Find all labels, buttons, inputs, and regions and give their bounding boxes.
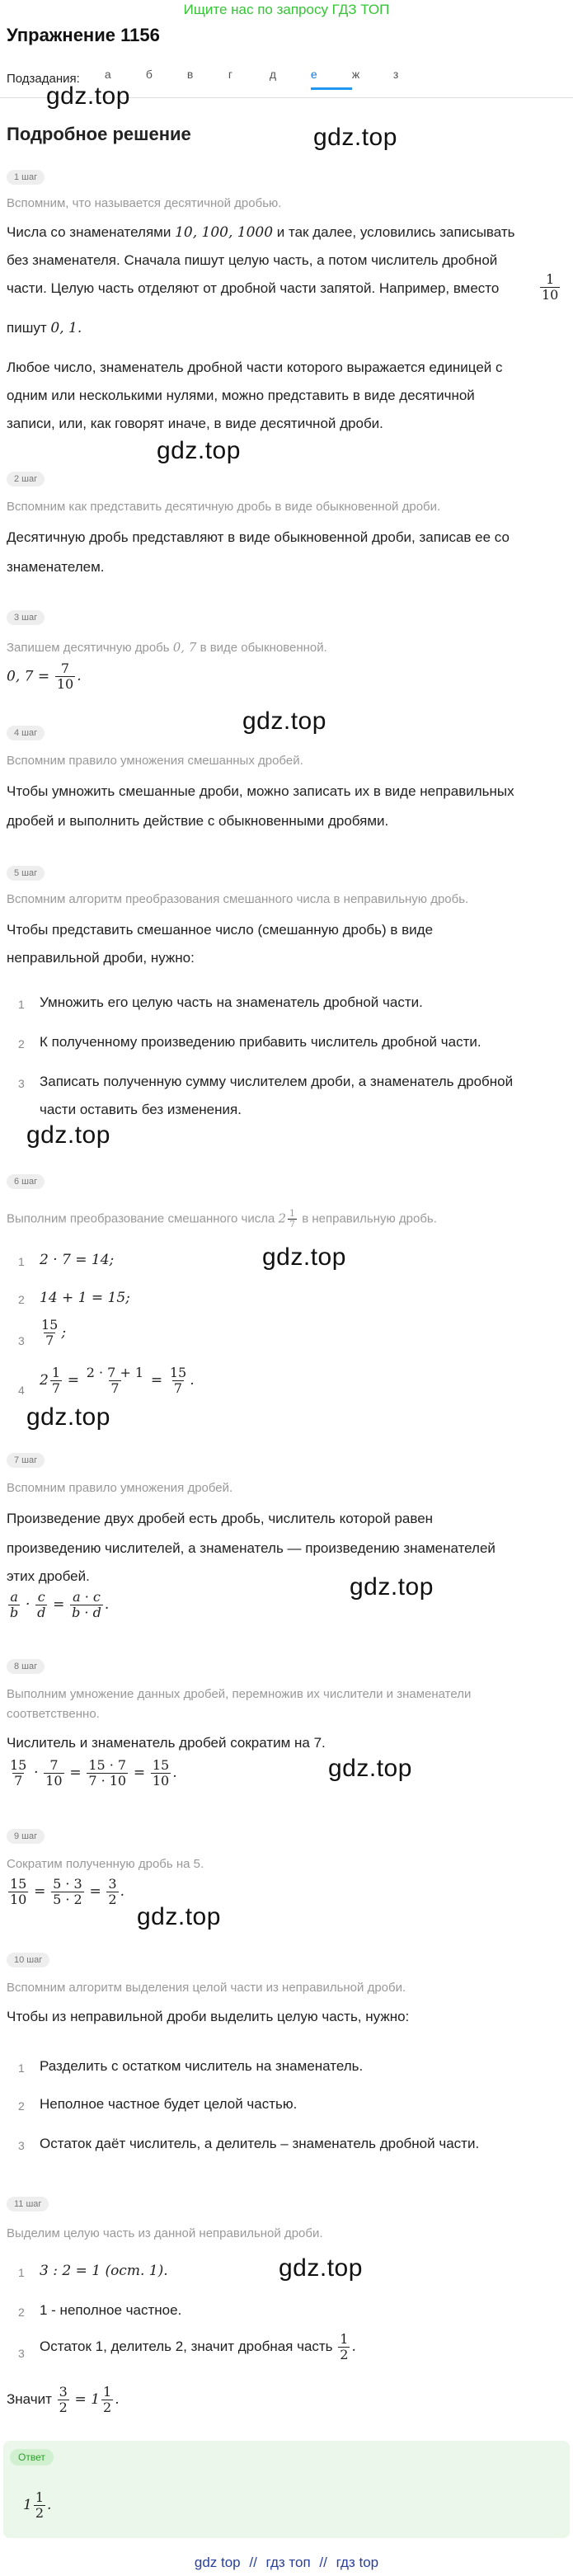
step-badge: 10 шаг bbox=[7, 1953, 49, 1967]
fraction: $\frac{2 \cdot 7 + 1}{7}$ bbox=[86, 1365, 144, 1396]
step-hint: соответственно. bbox=[7, 1707, 100, 1721]
math-line: $\frac{15}{7}$ · $\frac{7}{10}$ = $\frac{15 \cdot 7}{7 \cdot 10}$ = $\frac{15}{10}$ . bbox=[10, 1757, 177, 1789]
fraction: $\frac{1}{7}$ bbox=[51, 1365, 61, 1396]
answer-box bbox=[3, 2441, 570, 2538]
list-item: Неполное частное будет целой частью. bbox=[40, 2096, 298, 2112]
math-line: 3 : 2 = 1 (ост. 1). bbox=[40, 2263, 168, 2279]
list-number: 4 bbox=[18, 1384, 25, 1397]
watermark: gdz.top bbox=[242, 707, 326, 735]
step-hint: Выполним умножение данных дробей, перемножив их числители и знаменатели bbox=[7, 1687, 472, 1701]
fraction: $\frac{1}{2}$ bbox=[35, 2489, 45, 2521]
list-number: 1 bbox=[18, 1255, 25, 1268]
list-item: Остаток даёт числитель, а делитель – знаменатель дробной части. bbox=[40, 2136, 480, 2151]
step-hint: Запишем десятичную дробь 0, 7 в виде обыкновенной. bbox=[7, 640, 327, 655]
step-text: этих дробей. bbox=[7, 1568, 90, 1584]
math-line: 1 - неполное частное. bbox=[40, 2302, 182, 2318]
step-hint: Вспомним, что называется десятичной дробью. bbox=[7, 196, 282, 210]
fraction: $\frac{3}{2}$ bbox=[108, 1876, 117, 1907]
watermark: gdz.top bbox=[137, 1903, 221, 1930]
list-item: Умножить его целую часть на знаменатель дробной части. bbox=[40, 994, 423, 1010]
step-text: произведению числителей, а знаменатель — произведению знаменателей bbox=[7, 1540, 496, 1556]
list-number: 3 bbox=[18, 2347, 25, 2360]
watermark: gdz.top bbox=[26, 1403, 110, 1431]
top-search-link[interactable]: Ищите нас по запросу ГДЗ ТОП bbox=[183, 2, 390, 17]
step-badge: 11 шаг bbox=[7, 2197, 49, 2212]
step-text: Числитель и знаменатель дробей сократим на 7. bbox=[7, 1735, 326, 1751]
math-line: Остаток 1, делитель 2, значит дробная часть $\frac{1}{2}$ . bbox=[40, 2331, 356, 2362]
step-text: дробей и выполнить действие с обыкновенными дробями. bbox=[7, 813, 389, 829]
watermark: gdz.top bbox=[157, 437, 241, 464]
list-item: части оставить без изменения. bbox=[40, 1102, 242, 1117]
step-badge: 9 шаг bbox=[7, 1829, 45, 1844]
list-number: 2 bbox=[18, 1037, 25, 1051]
tab-b[interactable]: б bbox=[145, 68, 153, 81]
math-line: 2 · 7 = 14; bbox=[40, 1252, 115, 1268]
footer-link[interactable]: gdz top bbox=[194, 2555, 241, 2570]
step-text: Чтобы представить смешанное число (смешанную дробь) в виде bbox=[7, 922, 434, 938]
fraction: $\frac{7}{10}$ bbox=[56, 660, 74, 692]
math-line: 0, 7 = $\frac{7}{10}$ . bbox=[7, 660, 82, 692]
fraction: $\frac{a}{b}$ bbox=[10, 1589, 19, 1620]
list-number: 2 bbox=[18, 2306, 25, 2319]
footer-separator: // bbox=[249, 2555, 257, 2570]
step-badge: 5 шаг bbox=[7, 866, 45, 881]
list-item: Разделить с остатком числитель на знаменатель. bbox=[40, 2058, 364, 2074]
fraction: $\frac{5 \cdot 3}{5 \cdot 2}$ bbox=[53, 1876, 82, 1907]
list-number: 1 bbox=[18, 2266, 25, 2279]
math-line: 2 $\frac{1}{7}$ = $\frac{2 \cdot 7 + 1}{7}$ = $\frac{15}{7}$ . bbox=[40, 1365, 195, 1396]
step-badge: 1 шаг bbox=[7, 170, 45, 185]
subtask-label: Подзадания: bbox=[7, 72, 80, 86]
list-number: 1 bbox=[18, 2061, 25, 2075]
step-hint: Вспомним как представить десятичную дробь в виде обыкновенной дроби. bbox=[7, 500, 441, 514]
watermark: gdz.top bbox=[328, 1755, 412, 1782]
math-line: $\frac{a}{b}$ · $\frac{c}{d}$ = $\frac{a \cdot c}{b \cdot d}$ . bbox=[10, 1589, 110, 1620]
watermark: gdz.top bbox=[26, 1121, 110, 1149]
footer-links bbox=[0, 2555, 573, 2571]
step-hint: Выделим целую часть из данной неправильной дроби. bbox=[7, 2226, 323, 2240]
tab-a[interactable]: а bbox=[104, 68, 111, 81]
watermark: gdz.top bbox=[350, 1573, 434, 1601]
list-number: 3 bbox=[18, 1334, 25, 1347]
fraction: $\frac{15}{10}$ bbox=[152, 1757, 170, 1789]
math-line: Значит $\frac{3}{2}$ = 1 $\frac{1}{2}$ . bbox=[7, 2384, 120, 2415]
page-title: Упражнение 1156 bbox=[7, 25, 160, 45]
watermark: gdz.top bbox=[262, 1243, 346, 1271]
fraction: $\frac{3}{2}$ bbox=[59, 2384, 68, 2415]
fraction: $\frac{a \cdot c}{b \cdot d}$ bbox=[72, 1589, 101, 1620]
list-number: 3 bbox=[18, 1077, 25, 1090]
step-text: неправильной дроби, нужно: bbox=[7, 950, 195, 966]
step-badge: 6 шаг bbox=[7, 1174, 45, 1189]
tab-v[interactable]: в bbox=[186, 68, 194, 81]
step-badge: 8 шаг bbox=[7, 1659, 45, 1674]
step-text: Любое число, знаменатель дробной части которого выражается единицей с bbox=[7, 360, 503, 375]
answer-value: 1 $\frac{1}{2}$ . bbox=[23, 2489, 52, 2521]
answer-badge: Ответ bbox=[10, 2449, 54, 2466]
tab-zh[interactable]: ж bbox=[351, 68, 360, 81]
step-hint: Выполним преобразование смешанного числа 2 $\frac{1}{7}$ в неправильную дробь. bbox=[7, 1208, 437, 1229]
footer-separator: // bbox=[319, 2555, 327, 2570]
math-line: 14 + 1 = 15; bbox=[40, 1290, 130, 1306]
fraction: $\frac{15}{7}$ bbox=[169, 1365, 187, 1396]
step-badge: 2 шаг bbox=[7, 472, 45, 487]
step-hint: Вспомним правило умножения смешанных дробей. bbox=[7, 754, 303, 768]
step-hint: Вспомним алгоритм выделения целой части из неправильной дроби. bbox=[7, 1981, 406, 1995]
step-hint: Вспомним алгоритм преобразования смешанного числа в неправильную дробь. bbox=[7, 892, 469, 906]
fraction: $\frac{15}{7}$ bbox=[10, 1757, 27, 1789]
fraction: $\frac{15}{7}$ bbox=[41, 1317, 59, 1348]
fraction: $\frac{1}{2}$ bbox=[103, 2384, 112, 2415]
step-text: без знаменателя. Сначала пишут целую часть, а потом числитель дробной bbox=[7, 252, 498, 268]
step-text: Десятичную дробь представляют в виде обыкновенной дроби, записав ее со bbox=[7, 529, 510, 545]
step-text: части. Целую часть отделяют от дробной части запятой. Например, вместо $\frac{1}{10}$ bbox=[7, 271, 559, 303]
watermark: gdz.top bbox=[313, 124, 397, 151]
watermark: gdz.top bbox=[279, 2254, 363, 2282]
step-text: Чтобы из неправильной дроби выделить целую часть, нужно: bbox=[7, 2009, 410, 2024]
math-line: $\frac{15}{10}$ = $\frac{5 \cdot 3}{5 \cdot 2}$ = $\frac{3}{2}$ . bbox=[10, 1876, 125, 1907]
step-text: Чтобы умножить смешанные дроби, можно записать их в виде неправильных bbox=[7, 783, 514, 799]
fraction: $\frac{1}{10}$ bbox=[542, 271, 559, 303]
fraction: $\frac{1}{2}$ bbox=[340, 2331, 349, 2362]
fraction: $\frac{7}{10}$ bbox=[45, 1757, 63, 1789]
tab-e-active[interactable]: е bbox=[311, 68, 352, 90]
step-text: Числа со знаменателями 10, 100, 1000 и так далее, условились записывать bbox=[7, 224, 515, 241]
list-number: 2 bbox=[18, 2099, 25, 2113]
fraction: $\frac{15}{10}$ bbox=[10, 1876, 27, 1907]
step-badge: 7 шаг bbox=[7, 1453, 45, 1468]
step-badge: 4 шаг bbox=[7, 726, 45, 740]
tab-g[interactable]: г bbox=[228, 68, 232, 81]
list-number: 1 bbox=[18, 998, 25, 1011]
tab-z[interactable]: з bbox=[392, 68, 399, 81]
footer-link[interactable]: гдз топ bbox=[265, 2555, 311, 2570]
list-number: 2 bbox=[18, 1293, 25, 1306]
step-text: пишут 0, 1. bbox=[7, 320, 82, 336]
fraction: $\frac{c}{d}$ bbox=[37, 1589, 46, 1620]
step-text: одним или несколькими нулями, можно представить в виде десятичной bbox=[7, 388, 475, 403]
step-text: Произведение двух дробей есть дробь, числитель которой равен bbox=[7, 1511, 434, 1526]
fraction: $\frac{15 \cdot 7}{7 \cdot 10}$ bbox=[88, 1757, 127, 1789]
fraction: $\frac{1}{7}$ bbox=[289, 1208, 296, 1229]
footer-link[interactable]: гдз top bbox=[336, 2555, 379, 2570]
list-number: 3 bbox=[18, 2139, 25, 2152]
section-title: Подробное решение bbox=[7, 124, 191, 144]
step-hint: Вспомним правило умножения дробей. bbox=[7, 1481, 233, 1495]
tab-d[interactable]: д bbox=[269, 68, 276, 81]
list-item: К полученному произведению прибавить числитель дробной части. bbox=[40, 1034, 481, 1050]
math-line: $\frac{15}{7}$ ; bbox=[41, 1317, 67, 1348]
step-hint: Сократим полученную дробь на 5. bbox=[7, 1857, 204, 1871]
watermark: gdz.top bbox=[46, 82, 130, 110]
step-text: знаменателем. bbox=[7, 559, 105, 575]
list-item: Записать полученную сумму числителем дроби, а знаменатель дробной bbox=[40, 1074, 514, 1089]
step-text: записи, или, как говорят иначе, в виде десятичной дроби. bbox=[7, 416, 383, 431]
step-badge: 3 шаг bbox=[7, 610, 45, 625]
